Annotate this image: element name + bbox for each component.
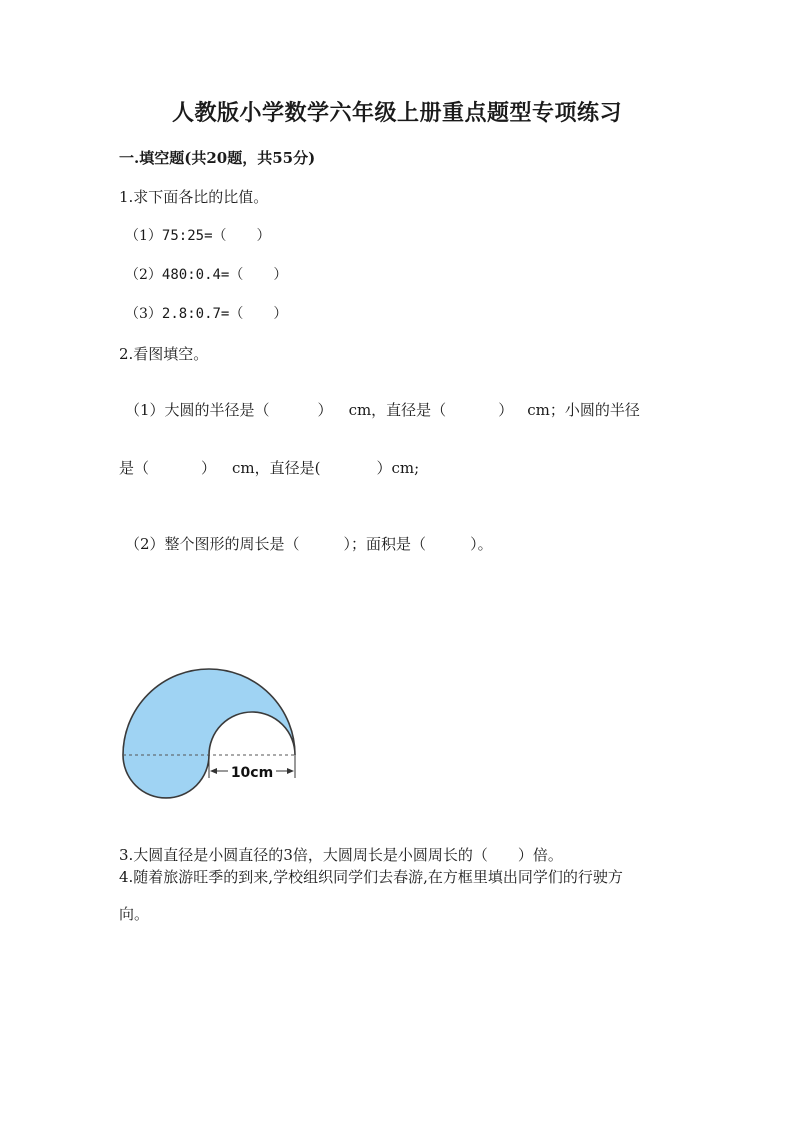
- question-2-part-1-line-2: [119, 457, 419, 478]
- section-heading: 一.填空题(共20题，共55分): [119, 149, 316, 167]
- text-fragment: cm，直径是(: [232, 459, 321, 477]
- question-4-line-2: 向。: [119, 905, 150, 923]
- question-1-item-1: [125, 225, 271, 245]
- question-2-stem: 2.看图填空。: [119, 345, 209, 363]
- question-1-stem: 1.求下面各比的比值。: [119, 188, 269, 206]
- text-fragment: cm；小圆的半径: [527, 401, 640, 419]
- question-3: 3.大圆直径是小圆直径的3倍，大圆周长是小圆周长的（ ）倍。: [119, 846, 563, 864]
- text-fragment: ）；面积是（: [343, 535, 427, 553]
- circle-figure: [110, 660, 310, 810]
- blank-open: （: [212, 228, 227, 244]
- question-2-part-2: [125, 533, 493, 554]
- text-fragment: 是（: [119, 459, 150, 477]
- question-2-part-1-line-1: [125, 399, 640, 420]
- blank-close: ）: [273, 306, 288, 322]
- blank-close: ）: [256, 228, 271, 244]
- text-fragment: ）cm;: [376, 459, 420, 477]
- blank-close: ）: [273, 267, 288, 283]
- text-fragment: ）: [317, 401, 333, 419]
- text-fragment: ）: [498, 401, 514, 419]
- question-4-line-1: 4.随着旅游旺季的到来,学校组织同学们去春游,在方框里填出同学们的行驶方: [119, 868, 623, 886]
- page-title: 人教版小学数学六年级上册重点题型专项练习: [171, 100, 622, 126]
- item-expression: 75:25=: [161, 228, 213, 244]
- question-1-item-3: [125, 303, 287, 323]
- arrow-left-icon: [210, 768, 217, 774]
- blank-open: （: [229, 306, 244, 322]
- item-number: （3）: [125, 306, 162, 322]
- arrow-right-icon: [287, 768, 294, 774]
- item-expression: 2.8:0.7=: [161, 306, 230, 322]
- question-1-item-2: [125, 264, 287, 284]
- blank-open: （: [229, 267, 244, 283]
- text-fragment: ）。: [470, 535, 493, 553]
- text-fragment: （2）整个图形的周长是（: [125, 535, 300, 553]
- dimension-label: 10cm: [230, 765, 274, 781]
- text-fragment: （1）大圆的半径是（: [125, 401, 270, 419]
- item-number: （2）: [125, 267, 162, 283]
- item-expression: 480:0.4=: [161, 267, 230, 283]
- text-fragment: ）: [201, 459, 217, 477]
- text-fragment: cm，直径是（: [348, 401, 447, 419]
- item-number: （1）: [125, 228, 162, 244]
